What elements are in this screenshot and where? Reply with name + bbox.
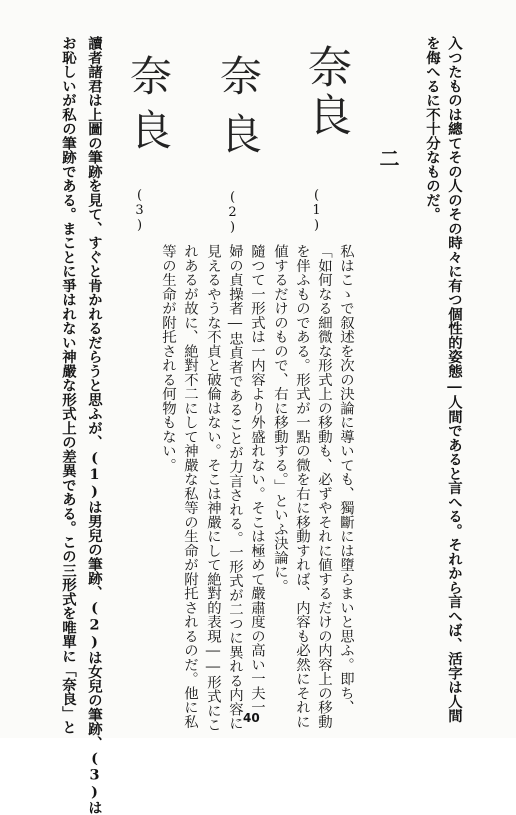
body-line-7: 見えるやうな不貞と破倫はない。そこは神嚴にして絶對的表現――形式にこ [205, 244, 221, 732]
handwriting-sample-3: 奈良 [124, 54, 173, 162]
body-line-3: を伴ふものである。形式が一點の微を右に移動すれば、内容も必然にそれに [294, 244, 310, 729]
intro-line-2: を侮へるに不十分なものだ。 [424, 36, 441, 222]
sample-label-3: (3) [132, 188, 147, 233]
body-line-5: 隨つて一形式は一内容より外盛れない。そこは極めて嚴肅度の高い一夫一 [249, 244, 265, 715]
body-line-6: 婦の貞操者―忠貞者であることが力言される。一形式が二つに異れる内容に [227, 244, 243, 731]
sample-label-2: (2) [225, 190, 240, 235]
section-number: 二 [376, 148, 400, 168]
sample-label-1: (1) [309, 188, 324, 233]
body-line-2: 「如何なる細微な形式上の移動も、必ずやそれに値するだけの内容上の移動 [316, 244, 332, 729]
body-line-4: 値するだけのもので、右に移動する。」といふ決論に。 [272, 244, 288, 594]
intro-line-1: 入つたものは總てその人のその時々に有つ個性的姿態―人間であると言へる。それから言へば、活字は人間 [446, 36, 463, 723]
closing-line-2: お恥しいが私の筆跡である。まことに爭はれない神嚴な形式上の差異である。この三形式を唯單に「奈良」と [60, 36, 77, 735]
closing-line-1: 讀者諸君は上圖の筆跡を見て、すぐと肯かれるだらうと思ふが、(1)は男兒の筆跡、(2)は女兒の筆跡、(3)は [86, 36, 103, 815]
body-line-9: 等の生命が附托される何物もない。 [160, 244, 176, 472]
handwriting-sample-1: 奈良 [300, 44, 351, 140]
page-number: 40 [243, 711, 260, 725]
body-line-8: れあるが故に、絶對不二にして神嚴な私等の生命が附托されるのだ。他に私 [182, 244, 198, 729]
body-line-1: 私はこゝで叙述を次の決論に導いても、獨斷には墮らまいと思ふ。即ち、 [338, 244, 354, 715]
handwriting-sample-2: 奈良 [214, 54, 263, 170]
